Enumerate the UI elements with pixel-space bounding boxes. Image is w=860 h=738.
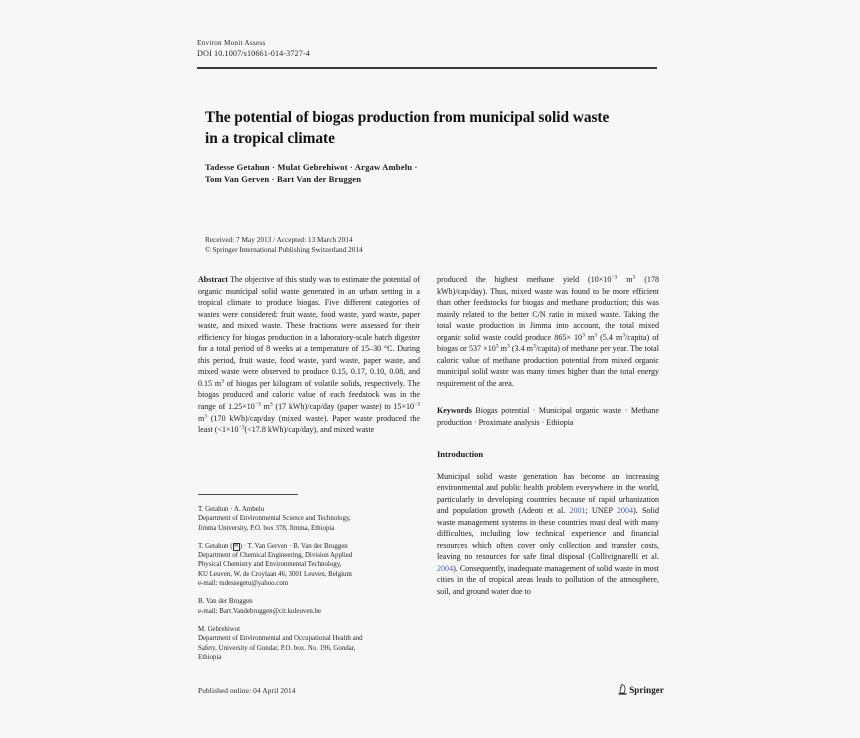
abstract-text-15: (3.4 m xyxy=(509,344,533,354)
abstract-paragraph xyxy=(198,274,420,436)
abstract-text-11: m xyxy=(584,332,595,342)
header-divider xyxy=(197,67,657,69)
received-accepted-line: Received: 7 May 2013 / Accepted: 13 March 2014 xyxy=(205,235,353,244)
superscript: 3 xyxy=(594,332,598,339)
journal-name: Environ Monit Assess xyxy=(197,39,266,47)
abstract-text-4: (17 kWh)/cap/day (paper waste) to 15×10 xyxy=(272,402,415,412)
affiliation-item xyxy=(198,505,424,533)
superscript: 3 xyxy=(495,343,499,350)
introduction-paragraph xyxy=(437,471,659,598)
page-title: The potential of biogas production from municipal solid waste in a tropical climate xyxy=(205,109,610,147)
superscript: 3 xyxy=(622,332,626,339)
abstract-text-1: The objective of this study was to estimate the potential of organic municipal solid waste generated in an urban setting in a tropical climate to produce biogas. Five different categories of wastes were considered: fruit waste, food waste, yard waste, paper waste, and mixed waste. These fractions were assessed for their efficiency for biogas production in a laboratory-scale batch digester for a total period of 8 weeks at a temperature of 15–30 °C. During this period, fruit waste, food waste, yard waste, paper waste, and mixed waste were observed to produce 0.15, 0.17, 0.10, 0.08, and 0.15 m xyxy=(198,275,420,388)
spacer xyxy=(437,389,659,405)
abstract-label: Abstract xyxy=(198,275,228,284)
abstract-text-9: m xyxy=(617,275,633,284)
journal-header xyxy=(197,38,657,59)
affiliation-line: Ethiopia xyxy=(198,653,222,661)
keywords-label: Keywords xyxy=(437,406,472,416)
affiliation-names-post: ) · T. Van Gerven · B. Van der Bruggen xyxy=(239,542,348,550)
affiliation-line: Physical Chemistry and Environmental Technology, xyxy=(198,561,342,569)
abstract-text-16: /capita) of methane per year. The total caloric value of methane production potential from mixed organic municipal solid waste was many times higher than the total energy requirement of the area. xyxy=(437,344,659,388)
affiliation-item xyxy=(198,597,424,616)
superscript: 3 xyxy=(532,343,536,350)
abstract-text-12: (5.4 m xyxy=(597,332,623,342)
section-heading-introduction: Introduction xyxy=(437,448,484,459)
affiliation-line: Safety, University of Gondar, P.O. box. No. 196, Gondar, xyxy=(198,644,356,652)
copyright-line: © Springer International Publishing Switzerland 2014 xyxy=(205,245,363,255)
abstract-text-7: (<17.8 kWh)/cap/day), and mixed waste xyxy=(244,425,375,435)
intro-text-1: Municipal solid waste generation has become an increasing environmental and public health problem everywhere in the world, particularly in developing countries because of rapid urbanization and population growth (Adeoti et al. xyxy=(437,471,659,516)
affiliation-names: B. Van der Bruggen xyxy=(198,598,253,606)
affiliation-names-pre: T. Getahun ( xyxy=(198,542,233,550)
citation-link[interactable]: 2004 xyxy=(437,563,454,573)
affiliation-item xyxy=(198,625,424,662)
abstract-continuation xyxy=(437,274,659,389)
affiliation-names: T. Getahun · A. Ambelu xyxy=(198,506,265,513)
affiliation-names: M. Gebrehiwot xyxy=(198,625,241,633)
affiliation-email[interactable]: e-mail: tudessegetu@yahoo.com xyxy=(198,580,289,588)
abstract-text-6: (170 kWh)/cap/day (mixed waste). Paper waste produced the least (<1×10 xyxy=(198,413,420,435)
superscript: −3 xyxy=(238,424,245,431)
envelope-icon: ✉ xyxy=(234,543,239,549)
keywords-paragraph xyxy=(437,405,659,428)
springer-knight-icon xyxy=(618,684,627,695)
left-column xyxy=(198,274,420,436)
spacer xyxy=(437,429,659,448)
abstract-text-8: produced the highest methane yield (10×10 xyxy=(437,275,612,284)
abstract-text-5: m xyxy=(198,413,205,423)
superscript: 3 xyxy=(269,401,273,408)
superscript: −3 xyxy=(611,274,618,281)
superscript: 3 xyxy=(221,378,224,385)
publisher-name: Springer xyxy=(629,684,664,695)
intro-text-2: ; UNEP xyxy=(585,506,617,516)
keywords-text: Biogas potential · Municipal organic waste · Methane production · Proximate analysis · Ethiopia xyxy=(437,406,659,428)
abstract-text-3: m xyxy=(260,402,270,412)
citation-link[interactable]: 2004 xyxy=(616,506,634,516)
superscript: 3 xyxy=(506,343,510,350)
published-online-line: Published online: 04 April 2014 xyxy=(198,686,296,695)
affiliation-line: Jimma University, P.O. box 378, Jimma, Ethiopia xyxy=(198,524,335,532)
affiliation-line: KU Leuven, W. de Croylaan 46, 3001 Leuven, Belgium xyxy=(198,570,352,578)
publication-dates xyxy=(205,235,495,256)
intro-text-3: ). Solid waste management systems in these countries must deal with many difficulties, including low technical experience and financial resources which often cover only collection and transfer costs, leaving no resources for safe final disposal (Collivignarelli et al. xyxy=(437,506,659,562)
affiliation-list xyxy=(198,505,424,662)
abstract-text-10: (178 kWh)/cap/day). Thus, mixed waste was found to be more efficient than other feedstocks for biogas and methane production; this was mainly related to the better C/N ratio in mixed waste. Taking the total waste production in Jimma into account, the total mixed organic solid waste could produce 865× 10 xyxy=(437,275,659,342)
spacer xyxy=(437,460,659,471)
superscript: −3 xyxy=(254,401,261,408)
superscript: 3 xyxy=(582,332,585,339)
superscript: 3 xyxy=(632,274,636,281)
affiliation-names xyxy=(198,542,424,551)
intro-text-4: ). Consequently, inadequate management of solid waste in most cities in the of tropical areas leads to pollution of the atmosphere, soil, and ground water due to xyxy=(437,563,659,597)
right-column xyxy=(437,274,659,598)
affiliation-email[interactable]: e-mail: Bart.Vandebruggen@cit.kuleuven.be xyxy=(198,607,322,615)
affiliation-divider xyxy=(198,494,298,495)
affiliation-line: Department of Environmental and Occupational Health and xyxy=(198,635,363,643)
superscript: −3 xyxy=(414,401,420,408)
abstract-text-2: of biogas per kilogram of volatile solids, respectively. The biogas produced and caloric value of each feedstock was in the range of 1.25×10 xyxy=(198,378,420,412)
doi-line: DOI 10.1007/s10661-014-3727-4 xyxy=(197,49,310,58)
affiliation-item xyxy=(198,542,424,588)
abstract-text-14: m xyxy=(498,344,507,354)
author-list: Tadesse Getahun · Mulat Gebrehiwot · Argaw Ambelu · Tom Van Gerven · Bart Van der Bruggen xyxy=(205,162,418,185)
abstract-text-13: /capita) of biogas or 537 ×10 xyxy=(437,332,659,354)
publisher-logo xyxy=(618,684,664,695)
superscript: 3 xyxy=(204,412,208,419)
affiliation-line: Department of Environmental Science and Technology, xyxy=(198,515,351,523)
citation-link[interactable]: 2001 xyxy=(569,506,586,516)
affiliation-line: Department of Chemical Engineering, Division Applied xyxy=(198,552,353,560)
